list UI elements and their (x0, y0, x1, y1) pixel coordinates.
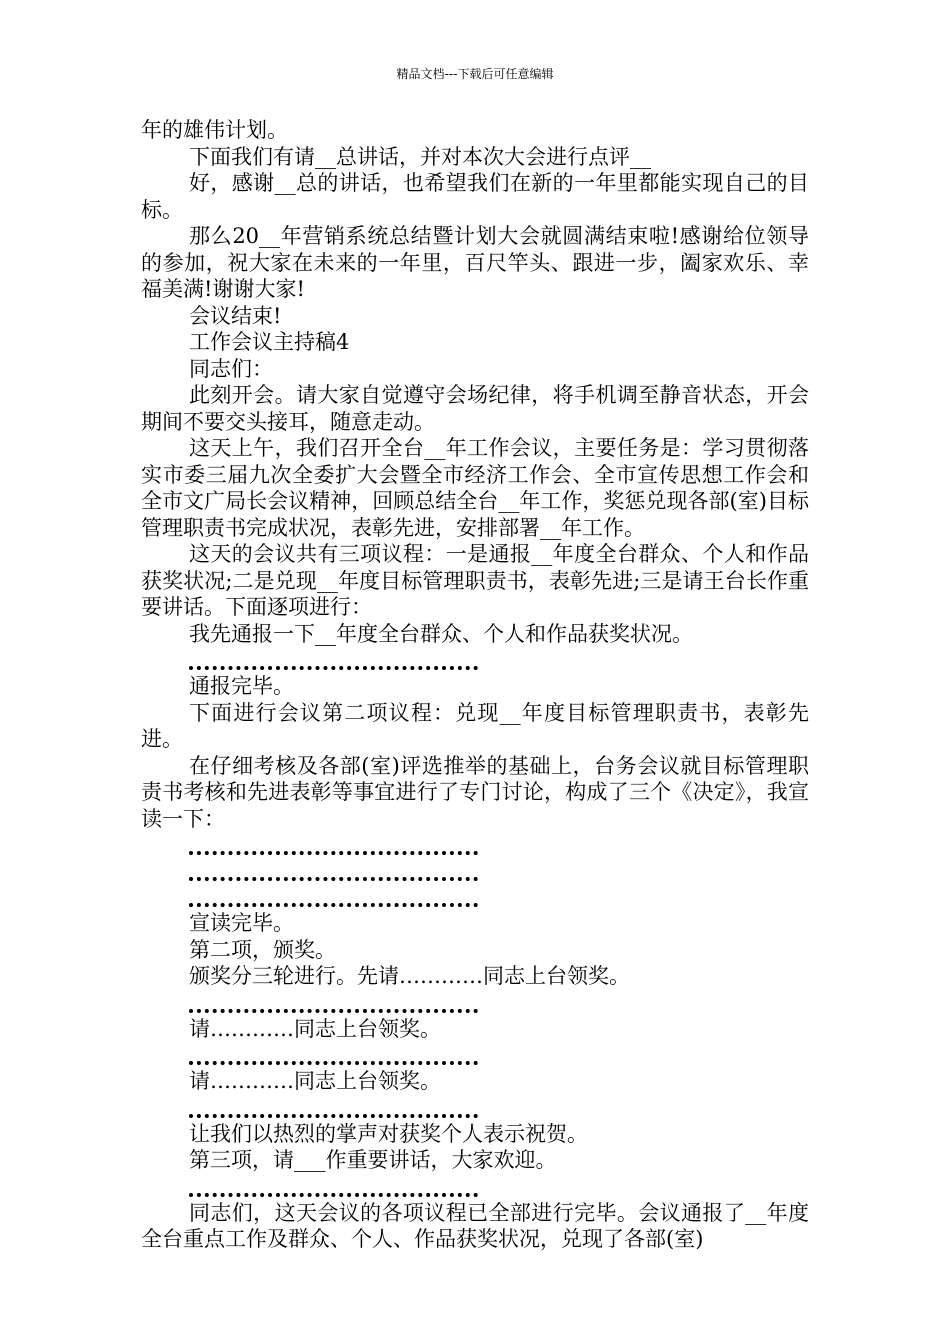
paragraph: 第二项，颁奖。 (189, 937, 336, 962)
paragraph: 下面我们有请__总讲话，并对本次大会进行点评__ (189, 144, 651, 169)
dotted-separator (189, 1095, 478, 1118)
paragraph: 好，感谢__总的讲话，也希望我们在新的一年里都能实现自己的目标。 (141, 171, 809, 222)
paragraph: 让我们以热烈的掌声对获奖个人表示祝贺。 (189, 1121, 588, 1146)
paragraph: 通报完毕。 (189, 674, 294, 698)
document-body (141, 117, 809, 1253)
paragraph: 颁奖分三轮进行。先请…………同志上台领奖。 (189, 964, 630, 988)
paragraph: 在仔细考核及各部(室)评选推举的基础上，台务会议就目标管理职责书考核和先进表彰等事宜进行了专门讨论，构成了三个《决定》，我宣读一下： (141, 753, 809, 831)
paragraph: 请…………同志上台领奖。 (189, 1016, 441, 1041)
dotted-separator (189, 647, 478, 670)
paragraph: 这天上午，我们召开全台__年工作会议，主要任务是：学习贯彻落实市委三届九次全委扩大会暨全市经济工作会、全市宣传思想工作会和全市文广局长会议精神，回顾总结全台__年工作，奖惩兑现各部(室)目标管理职责书完成状况，表彰先进，安排部署__年工作。 (141, 436, 809, 540)
dotted-separator (189, 1042, 478, 1065)
paragraph: 年的雄伟计划。 (141, 118, 288, 142)
paragraph: 第三项，请___作重要讲话，大家欢迎。 (189, 1148, 557, 1172)
paragraph: 我先通报一下__年度全台群众、个人和作品获奖状况。 (189, 621, 693, 646)
paragraph: 下面进行会议第二项议程：兑现__年度目标管理职责书，表彰先进。 (141, 700, 809, 751)
paragraph: 这天的会议共有三项议程：一是通报__年度全台群众、个人和作品获奖状况;二是兑现__年度目标管理职责书，表彰先进;三是请王台长作重要讲话。下面逐项进行： (141, 542, 809, 619)
paragraph: 工作会议主持稿4 (189, 330, 350, 354)
paragraph: 此刻开会。请大家自觉遵守会场纪律，将手机调至静音状态，开会期间不要交头接耳，随意走动。 (141, 383, 809, 434)
paragraph: 同志们，这天会议的各项议程已全部进行完毕。会议通报了__年度全台重点工作及群众、个人、作品获奖状况，兑现了各部(室) (141, 1200, 809, 1251)
paragraph: 请…………同志上台领奖。 (189, 1069, 441, 1093)
dotted-separator (189, 1174, 478, 1197)
paragraph: 同志们： (189, 356, 273, 381)
dotted-separator (189, 990, 478, 1013)
paragraph: 宣读完毕。 (189, 911, 294, 935)
paragraph: 那么20__年营销系统总结暨计划大会就圆满结束啦!感谢给位领导的参加，祝大家在未来的一年里，百尺竿头、跟进一步，阖家欢乐、幸福美满!谢谢大家! (141, 224, 809, 301)
dotted-separator (189, 884, 478, 907)
dotted-separator (189, 832, 478, 855)
paragraph: 会议结束! (189, 303, 282, 328)
page-header: 精品文档---下载后可任意编辑 (396, 67, 554, 81)
dotted-separator (189, 858, 478, 881)
